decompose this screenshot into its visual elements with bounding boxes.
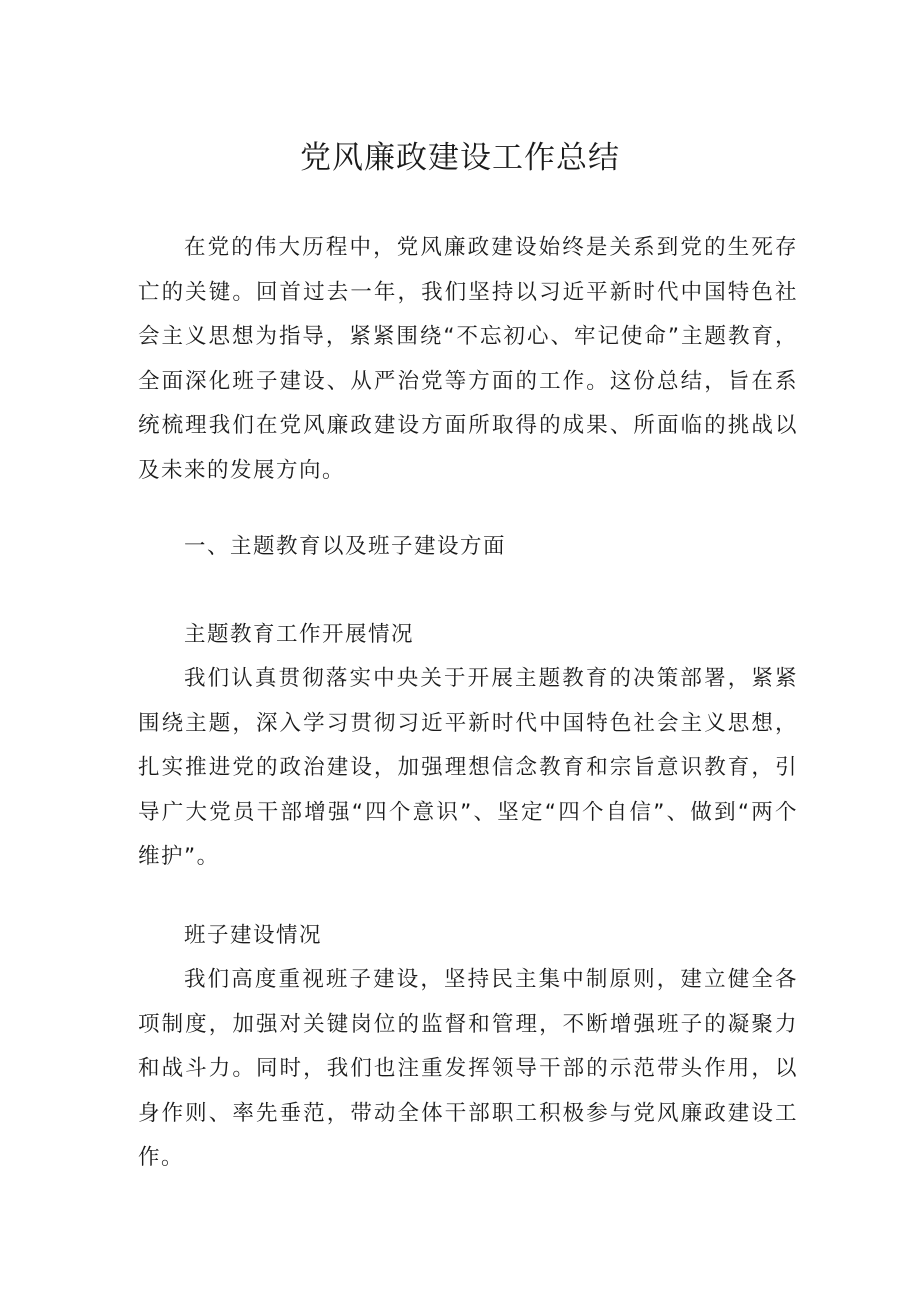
document-title: 党风廉政建设工作总结 xyxy=(300,140,620,176)
team-building-paragraph: 我们高度重视班子建设，坚持民主集中制原则，建立健全各项制度，加强对关键岗位的监督和管理，不断增强班子的凝聚力和战斗力。同时，我们也注重发挥领导干部的示范带头作用，以身作则、率先垂范，带动全体干部职工积极参与党风廉政建设工作。 xyxy=(138,967,798,1170)
intro-paragraph: 在党的伟大历程中，党风廉政建设始终是关系到党的生死存亡的关键。回首过去一年，我们坚持以习近平新时代中国特色社会主义思想为指导，紧紧围绕“不忘初心、牢记使命”主题教育，全面深化班子建设、从严治党等方面的工作。这份总结，旨在系统梳理我们在党风廉政建设方面所取得的成果、所面临的挑战以及未来的发展方向。 xyxy=(138,235,798,483)
theme-education-paragraph: 我们认真贯彻落实中央关于开展主题教育的决策部署，紧紧围绕主题，深入学习贯彻习近平新时代中国特色社会主义思想，扎实推进党的政治建设，加强理想信念教育和宗旨意识教育，引导广大党员干部增强“四个意识”、坚定“四个自信”、做到“两个维护”。 xyxy=(138,666,798,869)
section-heading-1: 一、主题教育以及班子建设方面 xyxy=(184,534,507,559)
subsection-heading-team-building: 班子建设情况 xyxy=(184,923,323,948)
subsection-heading-theme-education: 主题教育工作开展情况 xyxy=(184,622,415,647)
